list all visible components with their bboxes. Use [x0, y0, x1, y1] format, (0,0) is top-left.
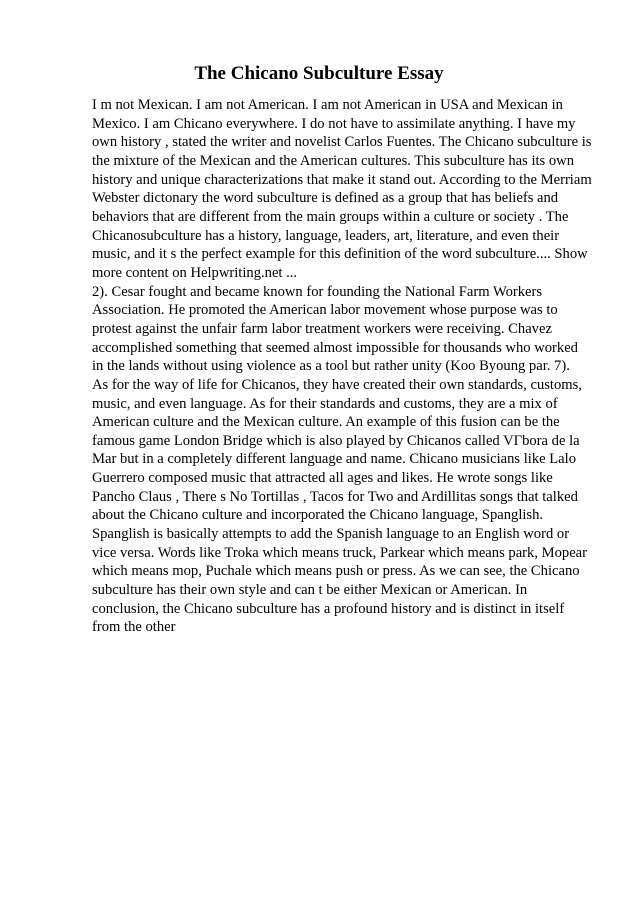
essay-line: behaviors that are different from the main groups within a culture or society . The — [92, 208, 569, 225]
essay-line: 2). Cesar fought and became known for founding the National Farm Workers — [92, 283, 543, 300]
essay-line: the mixture of the Mexican and the American cultures. This subculture has its own — [92, 152, 575, 169]
essay-line: As for the way of life for Chicanos, they have created their own standards, customs, — [92, 376, 582, 393]
essay-line: Association. He promoted the American labor movement whose purpose was to — [92, 302, 558, 319]
essay-line: conclusion, the Chicano subculture has a profound history and is distinct in itself — [92, 600, 565, 617]
essay-line: Pancho Claus , There s No Tortillas , Tacos for Two and Ardillitas songs that talked — [92, 488, 578, 505]
essay-line: Chicanosubculture has a history, language, leaders, art, literature, and even their — [92, 227, 560, 244]
essay-line: own history , stated the writer and novelist Carlos Fuentes. The Chicano subculture is — [92, 134, 592, 151]
essay-line: Guerrero composed music that attracted all ages and likes. He wrote songs like — [92, 470, 553, 487]
essay-line: accomplished something that seemed almost impossible for thousands who worked — [92, 339, 578, 356]
document-title: The Chicano Subculture Essay — [194, 63, 444, 84]
essay-line: protest against the unfair farm labor treatment workers were receiving. Chavez — [92, 320, 552, 337]
essay-line: famous game London Bridge which is also played by Chicanos called VΓbora de la — [92, 432, 580, 449]
essay-line: in the lands without using violence as a tool but rather unity (Koo Byoung par. 7). — [92, 358, 570, 375]
essay-line: music, and it s the perfect example for this definition of the word subculture.... Show — [92, 246, 588, 263]
essay-line: vice versa. Words like Troka which means truck, Parkear which means park, Mopear — [92, 544, 588, 561]
essay-line: I m not Mexican. I am not American. I am not American in USA and Mexican in — [92, 97, 563, 113]
essay-line: subculture has their own style and can t be either Mexican or American. In — [92, 582, 528, 599]
essay-line: about the Chicano culture and incorporated the Chicano language, Spanglish. — [92, 507, 544, 524]
essay-line: which means mop, Puchale which means push or press. As we can see, the Chicano — [92, 563, 580, 580]
essay-line: music, and even language. As for their standards and customs, they are a mix of — [92, 395, 558, 412]
essay-line: Spanglish is basically attempts to add the Spanish language to an English word or — [92, 526, 570, 543]
essay-line: more content on Helpwriting.net ... — [92, 264, 298, 281]
essay-line: Mexico. I am Chicano everywhere. I do not have to assimilate anything. I have my — [92, 115, 576, 132]
essay-line: American culture and the Mexican culture. An example of this fusion can be the — [92, 414, 560, 431]
essay-line: Mar but in a completely different language and name. Chicano musicians like Lalo — [92, 451, 577, 468]
essay-body — [92, 96, 592, 637]
essay-line: Webster dictonary the word subculture is defined as a group that has beliefs and — [92, 190, 559, 207]
essay-line: from the other — [92, 619, 176, 636]
essay-line: history and unique characterizations that make it stand out. According to the Merriam — [92, 171, 592, 188]
